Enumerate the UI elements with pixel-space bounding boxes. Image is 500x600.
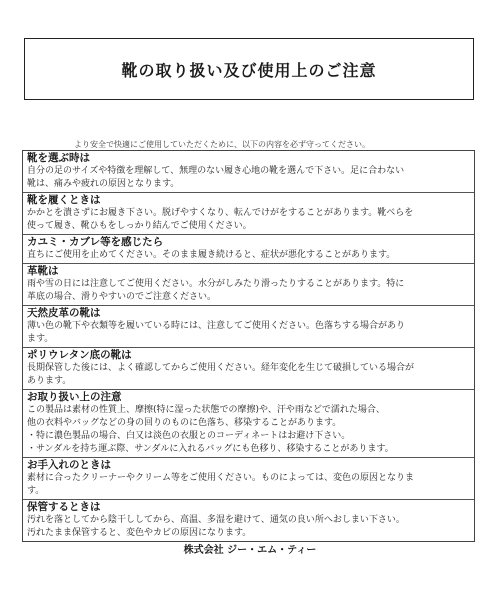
section-body-line: 自分の足のサイズや特徴を理解して、無理のない履き心地の靴を選んで下さい。足に合わない xyxy=(27,166,405,176)
title-box xyxy=(24,38,474,100)
section-heading: 天然皮革の靴は xyxy=(27,307,101,319)
section-body-line: あります。 xyxy=(27,376,72,386)
company-name: 株式会社 ジー・エム・ティー xyxy=(183,545,317,556)
notice-section xyxy=(23,389,474,457)
section-body-line: 他の衣料やバッグなどの身の回りのものに色落ち、移染することがあります。 xyxy=(27,418,342,428)
notice-section xyxy=(23,234,474,263)
notice-table xyxy=(22,150,475,542)
notice-section xyxy=(23,263,474,305)
notice-section xyxy=(23,347,474,389)
section-heading: お取り扱い上の注意 xyxy=(27,391,122,403)
section-body-line: ます。 xyxy=(27,334,54,344)
notice-section xyxy=(23,305,474,347)
section-body-line: 雨や雪の日には注意してご使用ください。水分がしみたり滑ったりすることがあります。特に xyxy=(27,279,405,289)
section-heading: 靴を選ぶ時は xyxy=(27,152,90,164)
section-body-line: 素材に合ったクリーナーやクリーム等をご使用ください。ものによっては、変色の原因となりま xyxy=(27,473,415,483)
section-heading: 革靴は xyxy=(27,265,59,277)
section-body-line: 薄い色の靴下や衣類等を履いている時には、注意してご使用ください。色落ちする場合があり xyxy=(27,321,406,331)
notice-section xyxy=(23,151,474,192)
section-body-line: 靴は、痛みや疲れの原因となります。 xyxy=(27,179,180,189)
section-body-line: 汚れたまま保管すると、変色やカビの原因になります。 xyxy=(27,528,252,538)
section-body-line: 直ちにご使用を止めてください。そのまま履き続けると、症状が悪化することがあります。 xyxy=(27,250,396,260)
section-body-line: かかとを潰さずにお履き下さい。脱げやすくなり、転んでけがをすることがあります。靴べらを xyxy=(27,208,414,218)
section-body-line: す。 xyxy=(27,486,45,496)
notice-section xyxy=(23,457,474,499)
notice-section xyxy=(23,192,474,234)
section-body-line: 汚れを落としてから陰干ししてから、高温、多湿を避けて、通気の良い所へおしまい下さい。 xyxy=(27,515,405,525)
section-body-line: この製品は素材の性質上、摩擦(特に湿った状態での摩擦)や、汗や雨などで濡れた場合、 xyxy=(27,405,385,415)
section-heading: カユミ・カブレ等を感じたら xyxy=(27,236,164,248)
intro-text: より安全で快適にご使用していただくために、以下の内容を必ず守ってください。 xyxy=(74,140,370,149)
section-body-line: 長期保管した後には、よく確認してからご使用ください。経年変化を生じて破損している場合が xyxy=(27,363,415,373)
notice-section xyxy=(23,499,474,541)
section-body-line: ・サンダルを持ち運ぶ際、サンダルに入れるバッグにも色移り、移染することがあります。 xyxy=(27,444,394,454)
section-body-line: ・特に濃色製品の場合、白又は淡色の衣服とのコーディネートはお避け下さい。 xyxy=(27,431,351,441)
section-heading: ポリウレタン底の靴は xyxy=(27,349,132,361)
section-body-line: 使って履き、靴ひもをしっかり結んでご使用ください。 xyxy=(27,221,252,231)
section-heading: 靴を履くときは xyxy=(27,194,101,206)
section-heading: お手入れのときは xyxy=(27,459,111,471)
section-heading: 保管するときは xyxy=(27,501,101,513)
section-body-line: 革底の場合、滑りやすいのでご注意ください。 xyxy=(27,292,217,302)
page-title: 靴の取り扱い及び使用上のご注意 xyxy=(121,60,377,80)
